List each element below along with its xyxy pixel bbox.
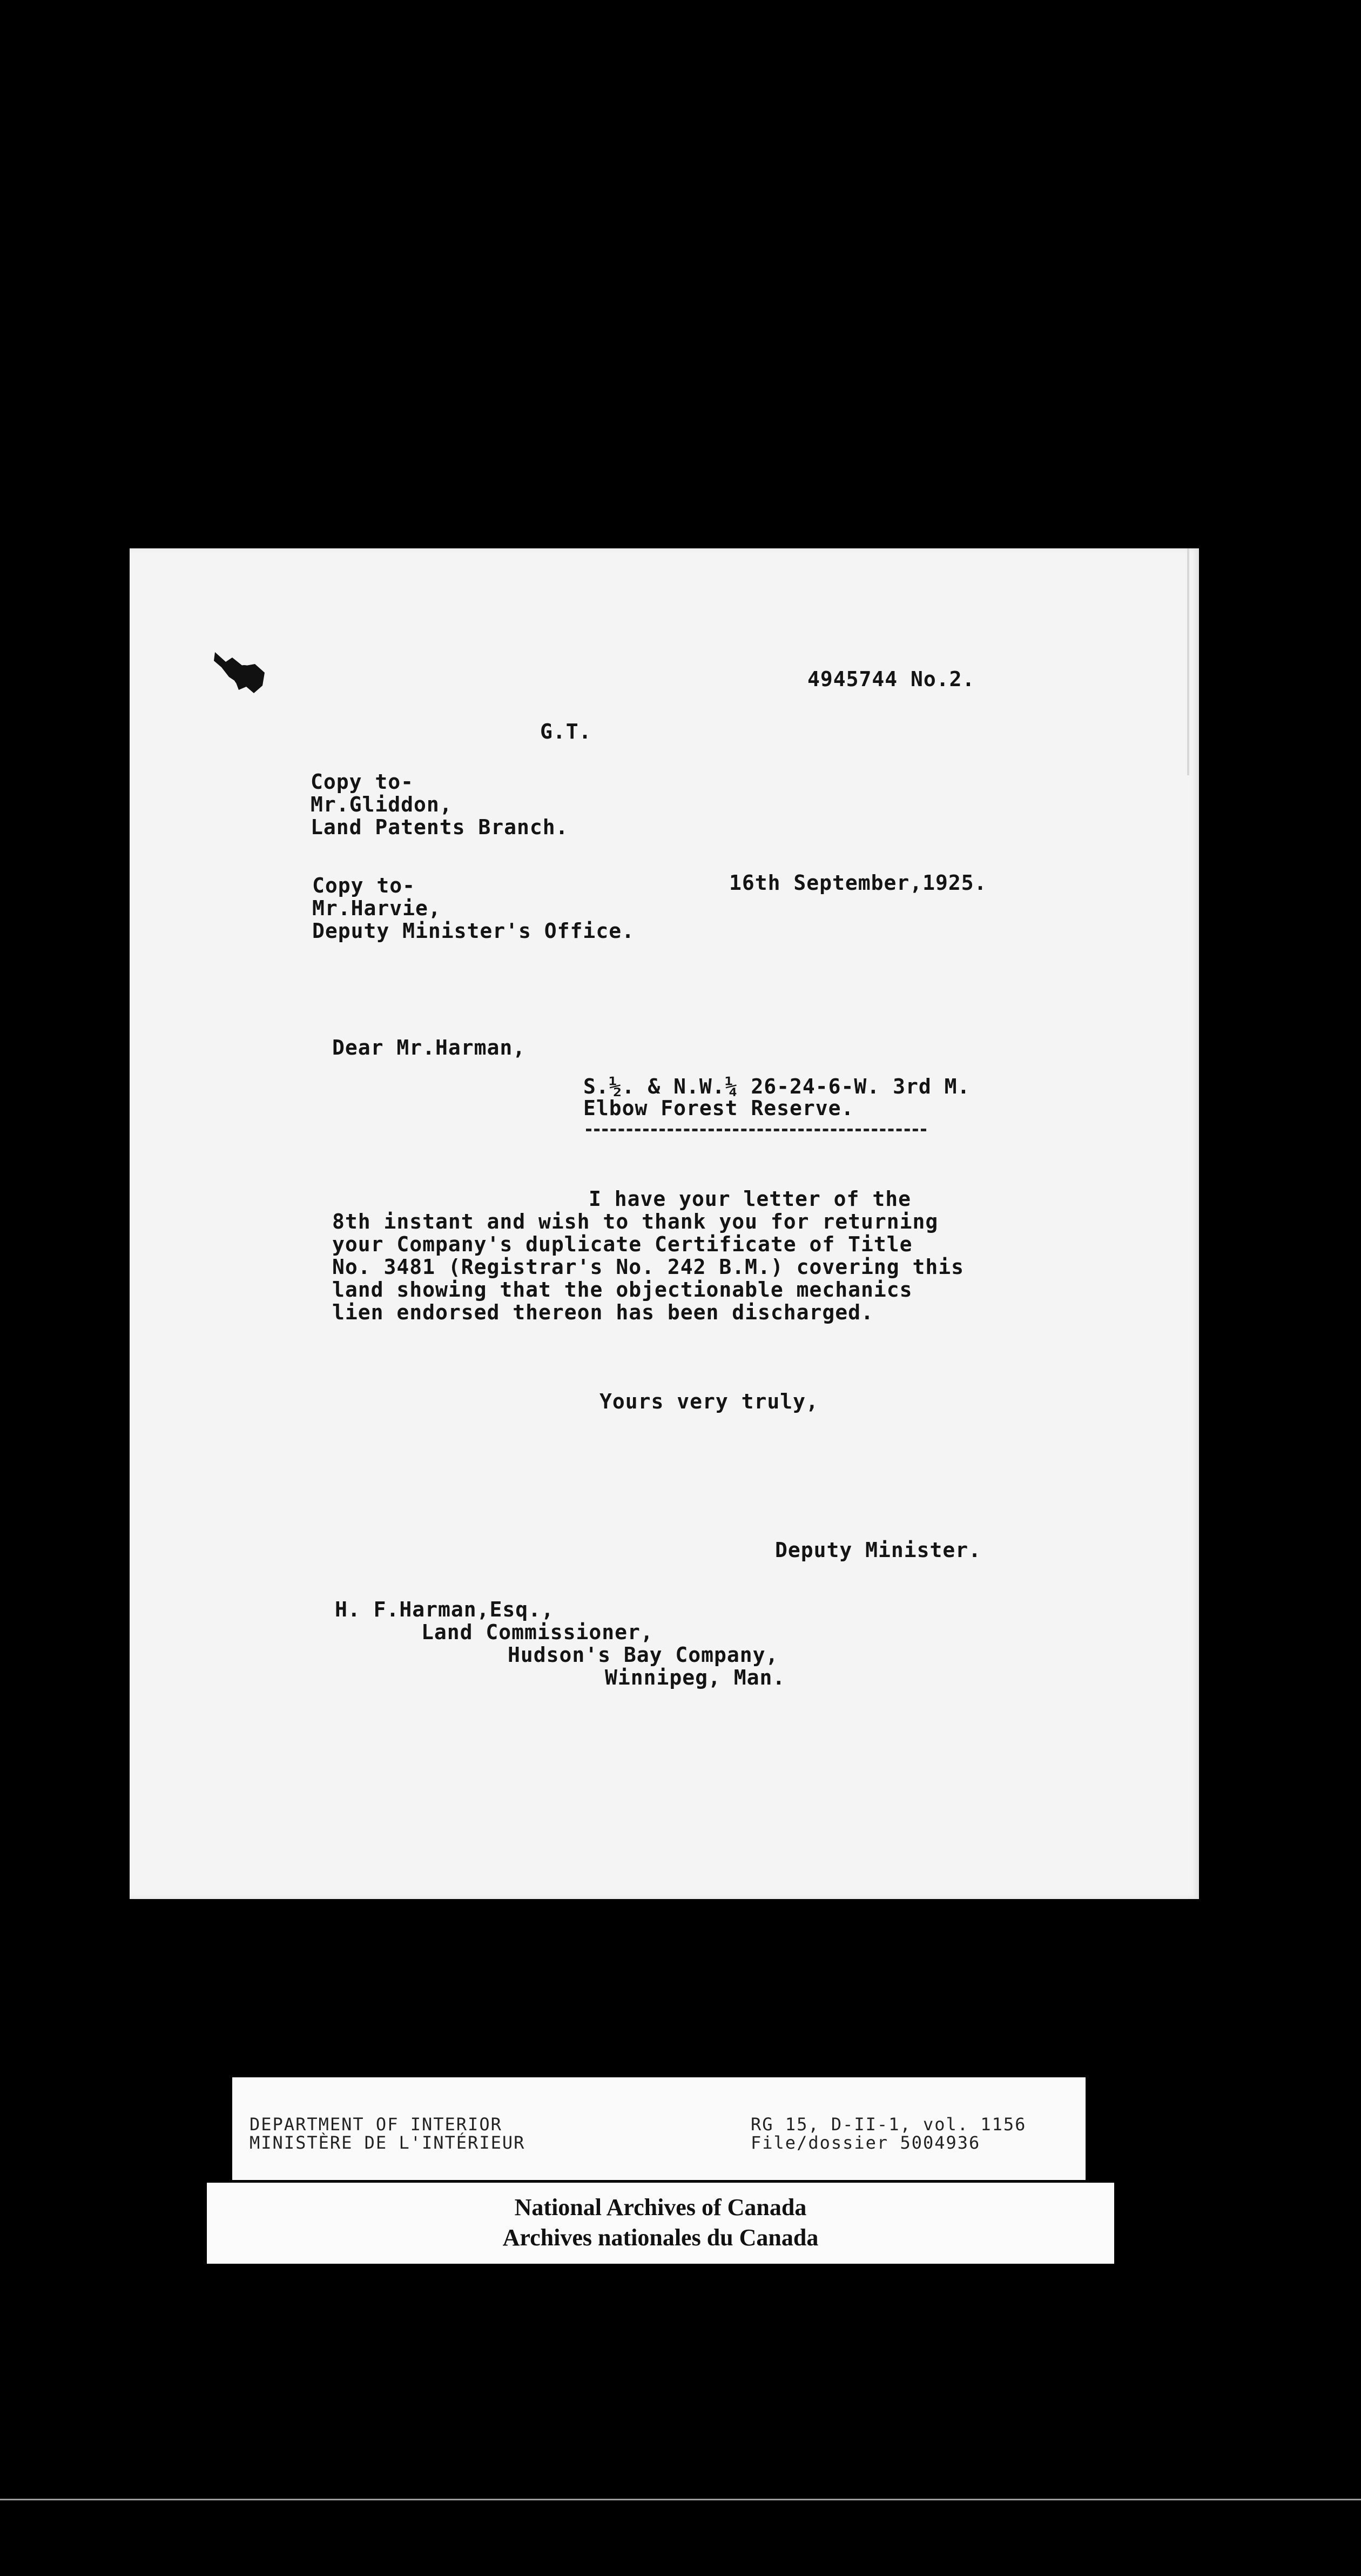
signature-title: Deputy Minister. (775, 1538, 982, 1562)
initials: G.T. (540, 720, 592, 743)
file-dossier-number: File/dossier 5004936 (751, 2132, 981, 2153)
body-line-6: lien endorsed thereon has been discharged. (332, 1300, 874, 1324)
copy-to-2-line-3: Deputy Minister's Office. (312, 919, 635, 943)
copy-to-1-line-2: Mr.Gliddon, (311, 793, 453, 816)
body-line-5: land showing that the objectionable mechanics (332, 1278, 913, 1302)
addressee-line-2: Land Commissioner, (421, 1620, 653, 1644)
copy-to-2-line-2: Mr.Harvie, (312, 896, 441, 920)
addressee-line-1: H. F.Harman,Esq., (335, 1598, 554, 1621)
addressee-line-4: Winnipeg, Man. (605, 1666, 786, 1689)
archives-name-french: Archives nationales du Canada (502, 2224, 819, 2251)
copy-to-2-line-1: Copy to- (312, 874, 416, 897)
record-group-reference: RG 15, D-II-1, vol. 1156 (751, 2114, 1027, 2135)
archives-name-english: National Archives of Canada (514, 2194, 807, 2221)
bottom-divider (0, 2499, 1361, 2500)
page-edge-shadow (1187, 548, 1189, 775)
copy-to-1-line-3: Land Patents Branch. (311, 815, 569, 839)
closing: Yours very truly, (599, 1390, 819, 1413)
subject-line-2: Elbow Forest Reserve. (583, 1096, 854, 1120)
file-reference: 4945744 No.2. (807, 667, 975, 691)
subject-line-1: S.½. & N.W.¼ 26-24-6-W. 3rd M. (583, 1075, 971, 1098)
letter-date: 16th September,1925. (729, 871, 987, 895)
copy-to-1-line-1: Copy to- (311, 770, 414, 794)
archives-name-label (207, 2183, 1114, 2264)
addressee-line-3: Hudson's Bay Company, (508, 1643, 779, 1667)
department-english: DEPARTMENT OF INTERIOR (250, 2114, 502, 2135)
body-line-4: No. 3481 (Registrar's No. 242 B.M.) covering this (332, 1255, 965, 1279)
body-line-3: your Company's duplicate Certificate of Title (332, 1232, 913, 1256)
ink-blot-icon (211, 646, 270, 705)
subject-underline (586, 1129, 926, 1131)
body-line-2: 8th instant and wish to thank you for returning (332, 1210, 939, 1233)
department-french: MINISTÈRE DE L'INTÉRIEUR (250, 2132, 525, 2153)
body-line-1: I have your letter of the (589, 1187, 911, 1211)
letter-page (130, 548, 1199, 1899)
archive-reference-label (232, 2077, 1086, 2180)
salutation: Dear Mr.Harman, (332, 1036, 526, 1059)
